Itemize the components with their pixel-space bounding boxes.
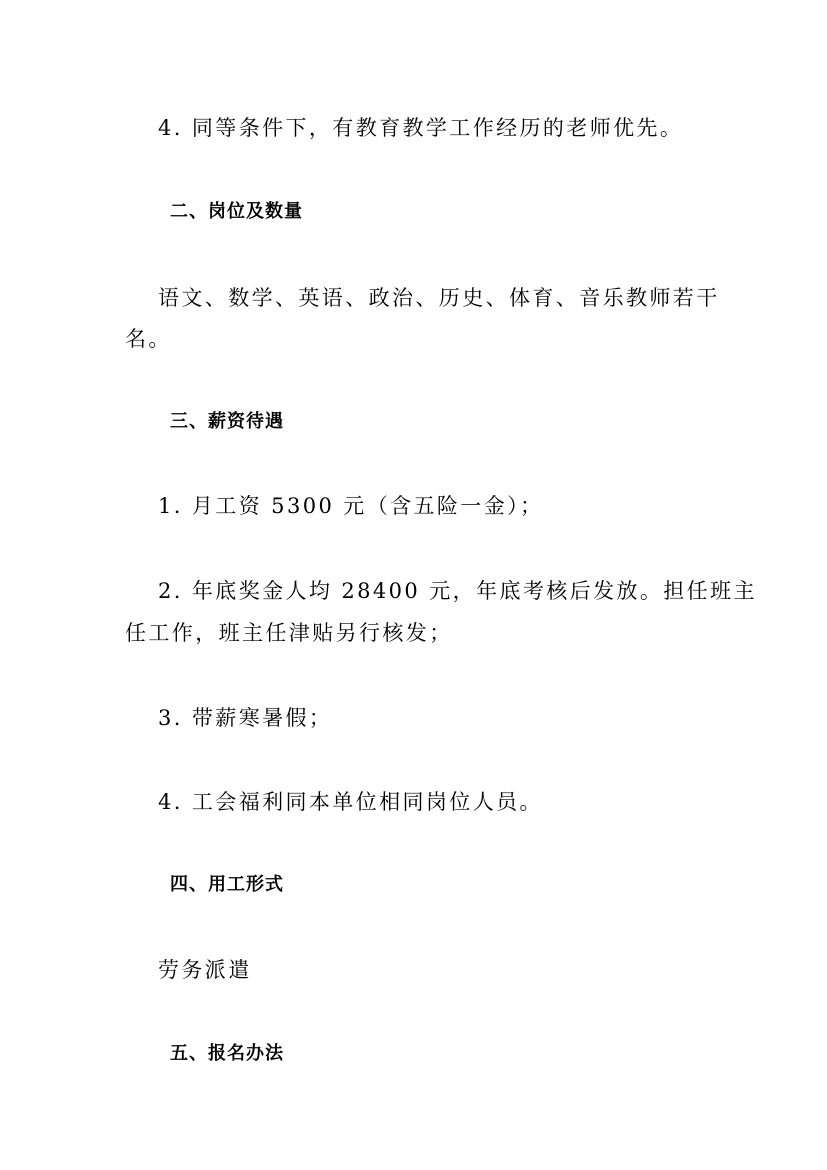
section-heading: 三、薪资待遇 bbox=[170, 411, 284, 432]
section-heading: 五、报名办法 bbox=[170, 1043, 284, 1064]
paragraph-line: 名。 bbox=[125, 327, 172, 351]
paragraph-line: 2. 年底奖金人均 28400 元，年底考核后发放。担任班主 bbox=[158, 579, 757, 603]
section-heading: 二、岗位及数量 bbox=[170, 201, 303, 222]
paragraph-line: 4. 工会福利同本单位相同岗位人员。 bbox=[158, 790, 543, 814]
paragraph-line: 劳务派遣 bbox=[158, 958, 252, 982]
section-heading: 四、用工形式 bbox=[170, 874, 284, 895]
paragraph-line: 任工作，班主任津贴另行核发； bbox=[125, 621, 453, 645]
paragraph-line: 4. 同等条件下，有教育教学工作经历的老师优先。 bbox=[158, 116, 684, 140]
paragraph-line: 语文、数学、英语、政治、历史、体育、音乐教师若干 bbox=[158, 286, 720, 310]
paragraph-line: 3. 带薪寒暑假； bbox=[158, 706, 333, 730]
paragraph-line: 1. 月工资 5300 元（含五险一金）； bbox=[158, 494, 544, 518]
